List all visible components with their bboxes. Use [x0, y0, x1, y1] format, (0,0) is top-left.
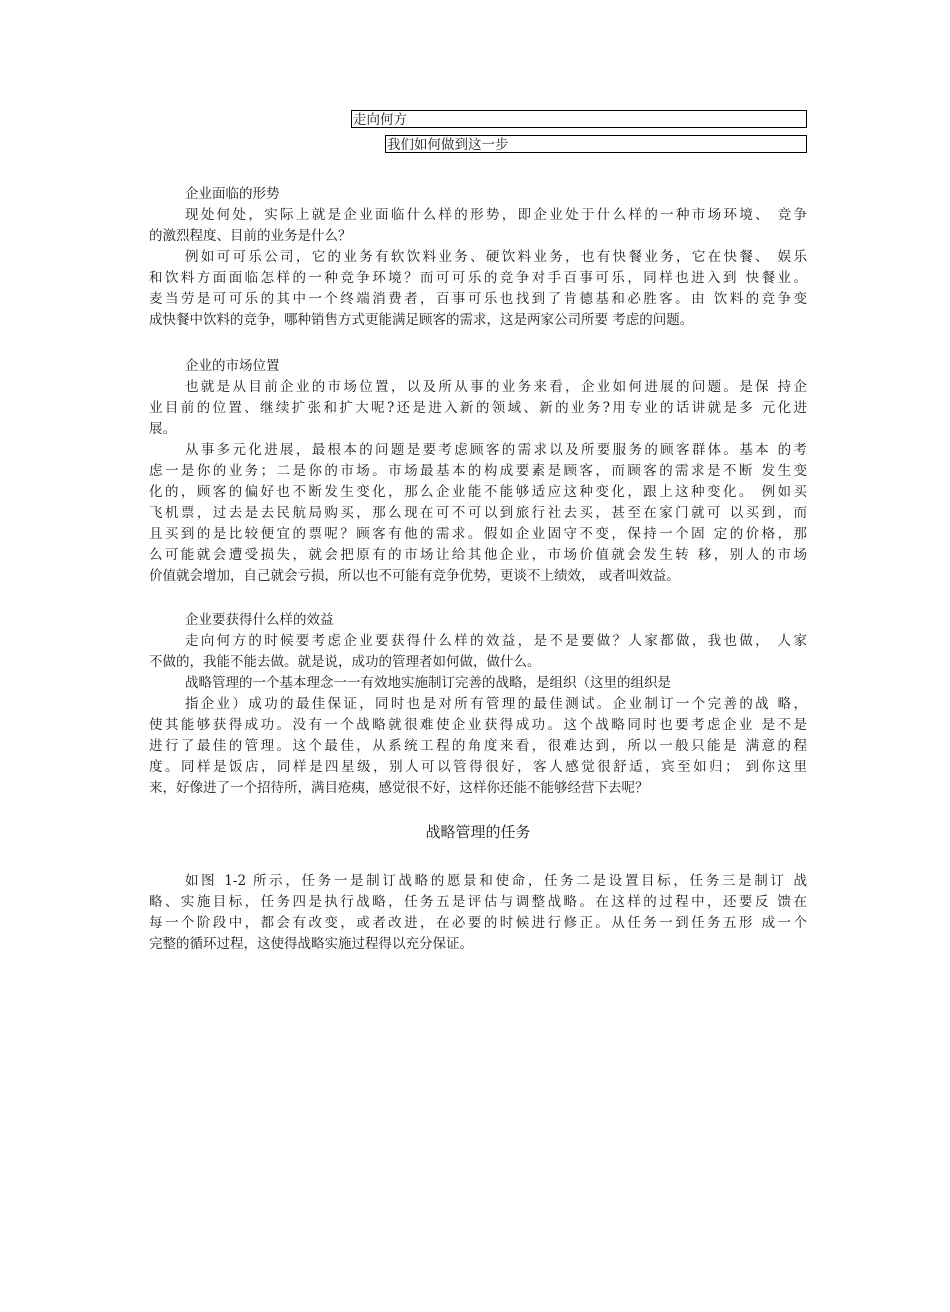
paragraph-line: 例如可可乐公司，它的业务有软饮料业务、硬饮料业务，也有快餐业务，它在快餐、 娱乐: [185, 249, 807, 265]
paragraph-line: 走向何方的时候要考虑企业要获得什么样的效益，是不是要做？人家都做，我也做， 人家: [185, 633, 807, 649]
paragraph-line: 从事多元化进展，最根本的问题是要考虑顾客的需求以及所要服务的顾客群体。基本 的考: [185, 442, 807, 458]
paragraph-line: 每一个阶段中，都会有改变，或者改进，在必要的时候进行修正。从任务一到任务五形 成一个: [149, 915, 807, 931]
paragraph-line: 指企业）成功的最佳保证，同时也是对所有管理的最佳测试。企业制订一个完善的战 略，: [185, 696, 807, 712]
paragraph-line: 度。同样是饭店，同样是四星级，别人可以管得很好，客人感觉很舒适，宾至如归； 到你这里: [149, 759, 807, 775]
paragraph-line: 和饮料方面面临怎样的一种竞争环境？而可可乐的竞争对手百事可乐，同样也进入到 快餐业。: [149, 270, 807, 286]
paragraph-line: 的激烈程度、目前的业务是什么？: [149, 228, 352, 244]
paragraph-line: 完整的循环过程，这使得战略实施过程得以充分保证。: [149, 936, 473, 952]
section-tasks: [149, 810, 807, 955]
paragraph-line: 成快餐中饮料的竞争，哪种销售方式更能满足顾客的需求，这是两家公司所要 考虑的问题。: [149, 312, 694, 328]
section-heading: 企业面临的形势: [185, 186, 280, 202]
paragraph-line: 也就是从目前企业的市场位置，以及所从事的业务来看，企业如何进展的问题。是保 持企: [185, 379, 807, 395]
paragraph-line: 麦当劳是可可乐的其中一个终端消费者，百事可乐也找到了肯德基和必胜客。由 饮料的竞争变: [149, 291, 807, 307]
paragraph-line: 业目前的位置、继续扩张和扩大呢?还是进入新的领域、新的业务?用专业的话讲就是多 元化进: [149, 400, 807, 416]
paragraph-line: 化的，顾客的偏好也不断发生变化，那么企业能不能够适应这种变化，跟上这种变化。 例如买: [149, 484, 807, 500]
header-box-where-to-go: 走向何方: [351, 110, 807, 128]
section-benefit: [149, 610, 807, 799]
paragraph-line: 展。: [149, 421, 176, 437]
paragraph-line: 使其能够获得成功。没有一个战略就很难使企业获得成功。这个战略同时也要考虑企业 是不是: [149, 717, 807, 733]
paragraph-line: 进行了最佳的管理。这个最佳，从系统工程的角度来看，很难达到，所以一般只能是 满意的程: [149, 738, 807, 754]
paragraph-line: 如图 1-2 所示，任务一是制订战略的愿景和使命，任务二是设置目标，任务三是制订 战: [185, 873, 807, 889]
section-heading: 企业的市场位置: [185, 358, 280, 374]
section-heading: 企业要获得什么样的效益: [185, 612, 334, 628]
paragraph-line: 虑一是你的业务；二是你的市场。市场最基本的构成要素是顾客，而顾客的需求是不断 发生变: [149, 463, 807, 479]
paragraph-line: 战略管理的一个基本理念一一有效地实施制订完善的战略，是组织（这里的组织是: [185, 675, 671, 691]
section-market-position: [149, 356, 807, 587]
paragraph-line: 且买到的是比较便宜的票呢？顾客有他的需求。假如企业固守不变，保持一个固 定的价格，那: [149, 526, 807, 542]
paragraph-line: 现处何处，实际上就是企业面临什么样的形势，即企业处于什么样的一种市场环境、 竞争: [185, 207, 807, 223]
paragraph-line: 飞机票，过去是去民航局购买，那么现在可不可以到旅行社去买，甚至在家门就可 以买到，而: [149, 505, 807, 521]
paragraph-line: 来，好像进了一个招待所，满目疮痍，感觉很不好，这样你还能不能够经营下去呢？: [149, 780, 649, 796]
section-situation: [149, 184, 807, 331]
paragraph-line: 么可能就会遭受损失，就会把原有的市场让给其他企业，市场价值就会发生转 移，别人的市场: [149, 547, 807, 563]
paragraph-line: 略、实施目标，任务四是执行战略，任务五是评估与调整战略。在这样的过程中，还要反 馈在: [149, 894, 807, 910]
section-title: 战略管理的任务: [425, 823, 531, 841]
paragraph-line: 价值就会增加，自己就会亏损，所以也不可能有竞争优势，更谈不上绩效， 或者叫效益。: [149, 568, 680, 584]
paragraph-line: 不做的，我能不能去做。就是说，成功的管理者如何做，做什么。: [149, 654, 541, 670]
header-box-how-we-got-here: 我们如何做到这一步: [385, 135, 807, 153]
